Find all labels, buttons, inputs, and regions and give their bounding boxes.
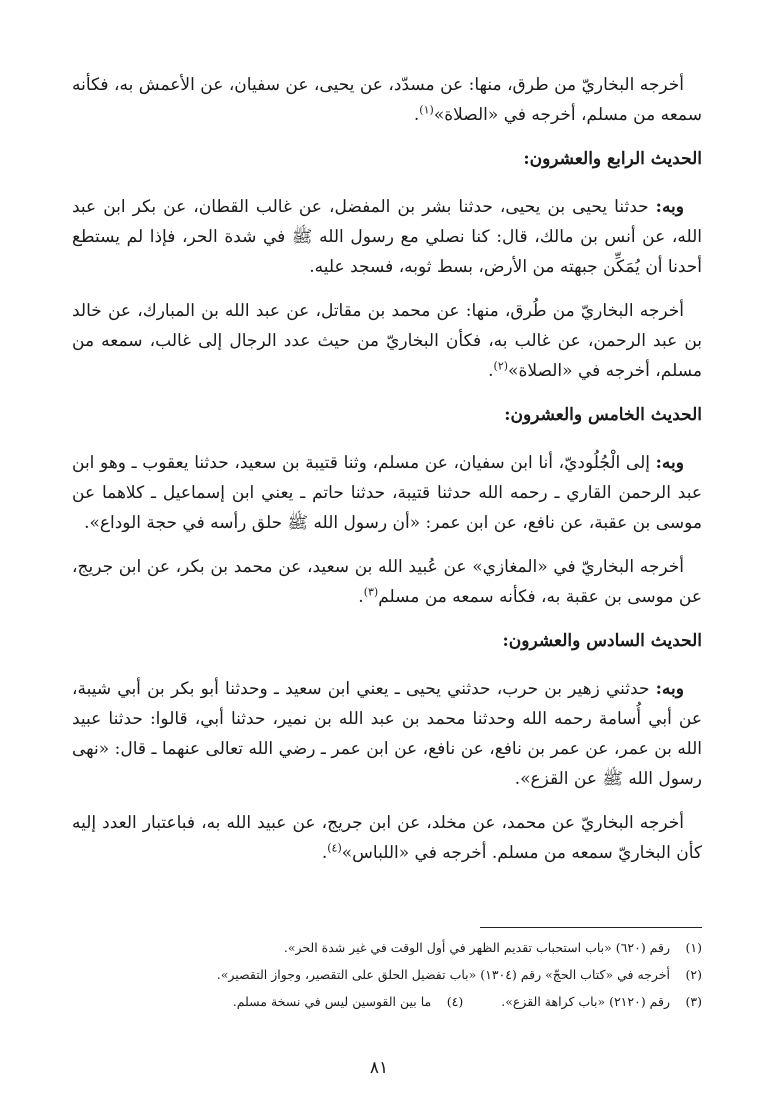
paragraph-lead: وبه: [655,197,685,217]
paragraph-text: حدثنا يحيى بن يحيى، حدثنا بشر بن المفضل، عن غالب القطان، عن بكر ابن عبد الله، عن أنس بن مالك، قال: كنا نصلي مع رسول الله ﷺ في شدة الحر، فإذا لم يستطع أحدنا أن يُمَكِّن جبهته من الأرض، بسط ثوبه، فسجد عليه. [72,197,702,277]
paragraph-tail: . [488,361,494,381]
paragraph [72,296,702,386]
paragraph-text: أخرجه البخاريّ عن محمد، عن مخلد، عن ابن جريج، عن عبيد الله به، فباعتبار العدد إليه كأن البخاريّ سمعه من مسلم. أخرجه في «اللباس» [72,813,702,863]
paragraph [72,552,702,612]
paragraph [72,192,702,282]
paragraph [72,808,702,868]
footnote-number: (٤) [446,994,464,1009]
paragraph-lead: وبه: [655,679,684,699]
paragraph-tail: . [321,843,328,863]
paragraph-tail: . [358,587,364,607]
hadith-heading: الحديث الرابع والعشرون: [523,149,702,169]
footnote-text: رقم (٦٢٠) «باب استحباب تقديم الظهر في أول الوقت في غير شدة الحر». [283,940,670,955]
footnote [72,961,702,988]
paragraph-text: أخرجه البخاريّ في «المغازي» عن عُبيد الله بن سعيد، عن محمد بن بكر، عن ابن جريج، عن موسى بن عقبة به، فكأنه سمعه من مسلم [72,557,702,607]
footnotes [72,934,702,1015]
footnote-divider [480,927,702,928]
paragraph-text: إلى الْجُلُوديّ، أنا ابن سفيان، عن مسلم، وثنا قتيبة بن سعيد، حدثنا يعقوب ـ وهو ابن عبد الرحمن القاري ـ رحمه الله حدثنا قتيبة، حدثنا حاتم ـ يعني ابن إسماعيل ـ كلاهما عن موسى بن عقبة، عن نافع، عن ابن عمر: «أن رسول الله ﷺ حلق رأسه في حجة الوداع». [72,453,702,533]
paragraph-text: أخرجه البخاريّ من طُرق، منها: عن محمد بن مقاتل، عن عبد الله بن المبارك، عن خالد بن عبد الرحمن، عن غالب به، فكأن البخاريّ من حيث عدد الرجال إلى غالب، سمعه من مسلم، أخرجه في «الصلاة» [72,301,702,381]
footnote-number: (٢) [685,967,702,982]
paragraph [72,70,702,130]
main-text [72,70,702,882]
footnote-marker: (٢) [493,359,509,373]
footnote-text: رقم (٢١٢٠) «باب كراهة القزع». [501,994,670,1009]
paragraph-text: حدثني زهير بن حرب، حدثني يحيى ـ يعني ابن سعيد ـ وحدثنا أبو بكر بن أبي شيبة، عن أبي أُسامة رحمه الله وحدثنا محمد بن عبد الله بن نمير، حدثنا أبي، قالوا: حدثنا عبيد الله بن عمر، عن عمر بن نافع، عن نافع، عن ابن عمر ـ رضي الله تعالى عنهما ـ قال: «نهى رسول الله ﷺ عن القزع». [72,679,702,789]
footnote-marker: (٤) [327,841,342,855]
footnote-marker: (١) [419,103,434,117]
footnote [72,988,702,1015]
footnote [72,934,702,961]
paragraph-text: أخرجه البخاريّ من طرق، منها: عن مسدّد، عن يحيى، عن سفيان، عن الأعمش به، فكأنه سمعه من مسلم، أخرجه في «الصلاة» [72,75,702,125]
footnote-marker: (٣) [363,585,379,599]
paragraph-tail: . [413,105,420,125]
footnote-text: أخرجه في «كتاب الحجّ» رقم (١٣٠٤) «باب تفضيل الحلق على التقصير، وجواز التقصير». [216,967,670,982]
footnote-number: (٣) [685,994,702,1009]
footnote-number: (١) [685,940,702,955]
paragraph-lead: وبه: [655,453,684,473]
page-number: ٨١ [369,1058,389,1078]
hadith-heading: الحديث السادس والعشرون: [502,631,702,651]
paragraph [72,448,702,538]
paragraph [72,674,702,794]
footnote-text: ما بين القوسين ليس في نسخة مسلم. [232,994,432,1009]
hadith-heading: الحديث الخامس والعشرون: [504,405,702,425]
